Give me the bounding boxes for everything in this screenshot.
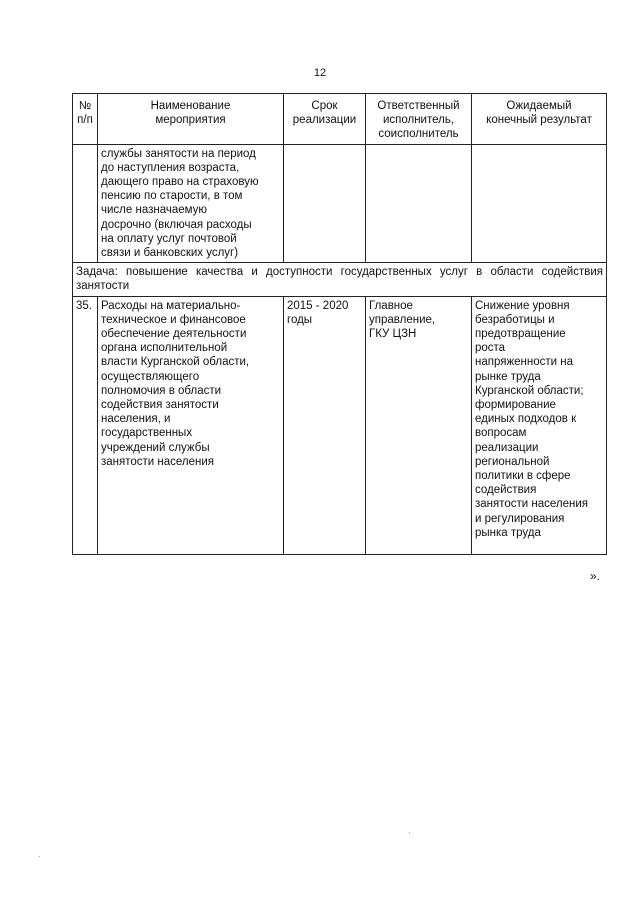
- header-term: Срок реализации: [284, 94, 366, 145]
- task-heading: Задача: повышение качества и доступности государственных услуг в области содействия занятости: [73, 263, 607, 296]
- scan-speck: ·: [408, 828, 411, 837]
- cell-term: 2015 - 2020 годы: [284, 296, 366, 554]
- header-expected-result: Ожидаемый конечный результат: [472, 94, 607, 145]
- cell-activity-name: службы занятости на период до наступления возраста, дающего право на страховую пенсию по старости, в том числе назначаемую досрочно (включая расходы на оплату услуг почтовой связи и банковских услуг): [98, 144, 284, 263]
- table-row-item-35: [73, 296, 607, 554]
- activities-table: [72, 93, 607, 555]
- table-row-task: [73, 263, 607, 296]
- table-row-continuation: [73, 144, 607, 263]
- page-number: 12: [313, 67, 327, 79]
- scan-speck: ·: [38, 852, 41, 861]
- header-responsible: Ответственный исполнитель, соисполнитель: [366, 94, 472, 145]
- cell-expected-result: [472, 144, 607, 263]
- cell-number: 35.: [73, 296, 98, 554]
- cell-responsible: [366, 144, 472, 263]
- cell-expected-result: Снижение уровня безработицы и предотвращение роста напряженности на рынке труда Курганской области; формирование единых подходов к вопросам реализации региональной политики в сфере содействия занятости населения и регулирования рынка труда: [472, 296, 607, 554]
- cell-number: [73, 144, 98, 263]
- table-header-row: [73, 94, 607, 145]
- header-number: № п/п: [73, 94, 98, 145]
- header-activity-name: Наименование мероприятия: [98, 94, 284, 145]
- cell-responsible: Главное управление, ГКУ ЦЗН: [366, 296, 472, 554]
- cell-activity-name: Расходы на материально- техническое и финансовое обеспечение деятельности органа исполнительной власти Курганской области, осуществляющего полномочия в области содействия занятости населения, и государственных учреждений службы занятости населения: [98, 296, 284, 554]
- closing-quote-mark: ».: [590, 569, 601, 583]
- cell-term: [284, 144, 366, 263]
